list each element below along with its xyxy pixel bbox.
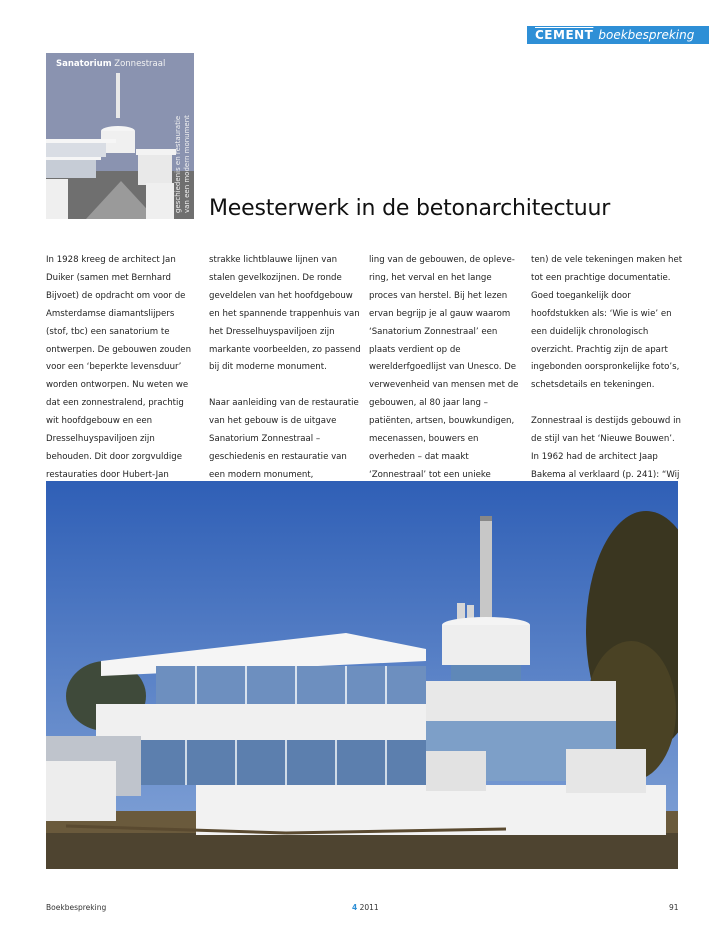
issue-year: 2011 <box>359 903 379 912</box>
building-photo-image <box>46 481 678 869</box>
building-photo <box>46 481 678 869</box>
issue-number: 4 <box>352 903 358 912</box>
footer-section: Boekbespreking <box>46 903 107 912</box>
paragraph: In 1928 kreeg de architect Jan Duiker (samen met Bernhard Bijvoet) de opdracht om voor de Amsterdamse diamantslijpers (stof, tbc) een sanatorium te ontwerpen. De gebouwen zouden voor een ‘beperkte levensduur’ worden ontworpen. Nu weten we dat een zonnestralend, prachtig wit hoofdgebouw en een Dresselhuyspaviljoen zijn behouden. Dit door zorgvuldige restauraties door Hubert-Jan <box>46 255 192 480</box>
paragraph: Zonnestraal is destijds gebouwd in de stijl van het ‘Nieuwe Bouwen’. In 1962 had de architect Jaap Bakema al verklaard (p. 241): “Wij <box>531 416 681 480</box>
footer-issue <box>352 903 379 912</box>
paragraph: Naar aanleiding van de restauratie van het gebouw is de uitgave Sanatorium Zonnestraal – geschiedenis en restauratie van een modern monument, <box>209 398 359 480</box>
article-title: Meesterwerk in de betonarchitectuur <box>209 196 611 221</box>
book-cover-subtitle <box>174 115 192 213</box>
book-subtitle-line2: van een modern monument <box>183 115 191 213</box>
book-cover <box>46 53 194 219</box>
paragraph: ten) de vele tekeningen maken het tot een prachtige documentatie. Goed toegankelijk door hoofdstukken als: ‘Wie is wie’ en een duidelijk chronologisch overzicht. Prachtig zijn de apart ingebonden oorspronkelijke foto’s, schetsdetails en tekeningen. <box>531 255 683 391</box>
book-subtitle-line1: geschiedenis en restauratie <box>174 115 182 213</box>
paragraph: ling van de gebouwen, de opleve-ring, het verval en het lange proces van herstel. Bij het lezen ervan begrijp je al gauw waarom ‘Sanatorium Zonnestraal’ een plaats verdient op de werelderfgoedlijst van Unesco. De verwevenheid van mensen met de gebouwen, al 80 jaar lang – patiënten, artsen, bouwkundigen, mecenassen, bouwers en overheden – dat maakt ‘Zonnestraal’ tot een unieke <box>369 255 519 480</box>
section-tag <box>527 26 709 44</box>
book-cover-title <box>56 59 165 69</box>
magazine-logo: CEMENT <box>535 28 594 42</box>
book-title-bold: Sanatorium <box>56 59 112 69</box>
book-cover-image <box>46 53 194 219</box>
book-title-light: Zonnestraal <box>114 59 166 69</box>
page-number: 91 <box>669 903 679 912</box>
section-label: boekbespreking <box>598 28 695 42</box>
paragraph: strakke lichtblauwe lijnen van stalen gevelkozijnen. De ronde geveldelen van het hoofdgebouw en het spannende trappenhuis van het Dresselhuyspaviljoen zijn markante voorbeelden, zo passend bij dit moderne monument. <box>209 255 361 373</box>
